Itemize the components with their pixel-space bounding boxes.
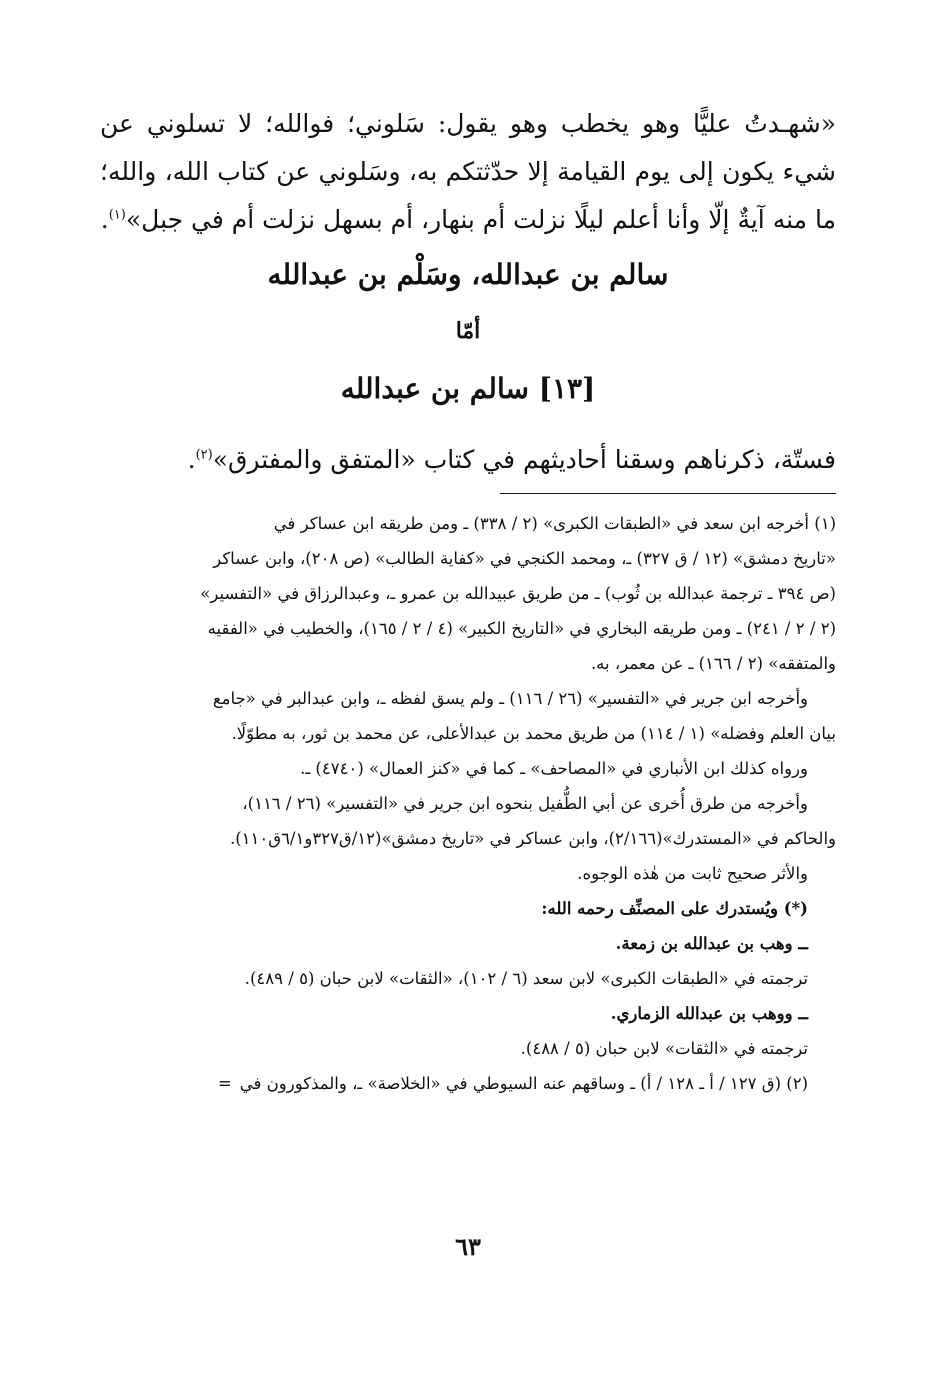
main-text	[100, 100, 836, 244]
body-text: فستّة، ذكرناهم وسقنا أحاديثهم في كتاب «المتفق والمفترق»	[212, 445, 836, 474]
footnote-ref-1: (١)	[108, 207, 126, 223]
addendum-item-note: ترجمته في «الثقات» لابن حبان (٥ / ٤٨٨).	[520, 1039, 808, 1058]
addendum-title: (*) ويُستدرك على المصنِّف رحمه الله:	[541, 899, 808, 918]
quote-paragraph	[100, 100, 836, 244]
continuation-mark: =	[217, 1074, 232, 1093]
footnote-ref-2: (٢)	[195, 447, 213, 463]
footnote-1-line: بيان العلم وفضله» (١ / ١١٤) من طريق محمد بن عبدالأعلى، عن محمد بن ثور، به مطوّلًا.	[231, 724, 836, 743]
footnote-divider	[500, 493, 836, 494]
body-paragraph	[100, 436, 836, 484]
footnote-1-line: والأثر صحيح ثابت من هٰذه الوجوه.	[577, 864, 808, 883]
footnotes	[100, 506, 836, 1101]
quote-period: .	[100, 205, 109, 234]
footnote-1-line: والحاكم في «المستدرك»(٢/١٦٦)، وابن عساكر في «تاريخ دمشق»(١٢/ق٣٢٧و٦/١ق١١٠).	[229, 829, 836, 848]
quote-text: «شهـدتُ عليًّا وهو يخطب وهو يقول: سَلوني؛ فوالله؛ لا تسلوني عن شيء يكون إلى يوم القيامة إلا حدّثتكم به، وسَلوني عن كتاب الله، والله؛ ما منه آيةٌ إلّا وأنا أعلم ليلًا نزلت أم بنهار، أم بسهل نزلت أم في جبل»	[100, 109, 836, 234]
footnote-1-line: ورواه كذلك ابن الأنباري في «المصاحف» ـ كما في «كنز العمال» (٤٧٤٠) ـ.	[300, 759, 808, 778]
footnote-1-line: (١) أخرجه ابن سعد في «الطبقات الكبرى» (٢ / ٣٣٨) ـ ومن طريقه ابن عساكر في	[273, 514, 836, 533]
footnote-1-line: والمتفقه» (٢ / ١٦٦) ـ عن معمر، به.	[590, 654, 836, 673]
footnote-2-line	[100, 1066, 836, 1101]
addendum-item: ــ وهب بن عبدالله بن زمعة.	[615, 934, 808, 953]
addendum-item: ــ ووهب بن عبدالله الزماري.	[610, 1004, 808, 1023]
sub-heading: أمّا	[455, 318, 481, 344]
section-heading: سالم بن عبدالله، وسَلْم بن عبدالله	[267, 258, 669, 291]
addendum-item-note: ترجمته في «الطبقات الكبرى» لابن سعد (٦ / ١٠٢)، «الثقات» لابن حبان (٥ / ٤٨٩).	[244, 969, 808, 988]
footnote-1-line: وأخرجه من طرق أُخرى عن أبي الطُّفيل بنحوه ابن جرير في «التفسير» (٢٦ / ١١٦)،	[242, 794, 808, 813]
page-number: ٦٣	[455, 1232, 481, 1261]
footnote-1-line: (٢ / ٢ / ٢٤١) ـ ومن طريقه البخاري في «التاريخ الكبير» (٤ / ٢ / ١٦٥)، والخطيب في «الفقيه	[207, 619, 836, 638]
footnote-2-text: (٢) (ق ١٢٧ / أ ـ ١٢٨ / أ) ـ وساقهم عنه السيوطي في «الخلاصة» ـ، والمذكورون في	[239, 1074, 808, 1093]
entry-heading: [١٣] سالم بن عبدالله	[340, 372, 596, 405]
body-period: .	[187, 445, 196, 474]
footnote-1-line: «تاريخ دمشق» (١٢ / ق ٣٢٧) ـ، ومحمد الكنجي في «كفاية الطالب» (ص ٢٠٨)، وابن عساكر	[213, 549, 836, 568]
footnote-1-line: (ص ٣٩٤ ـ ترجمة عبدالله بن ثُوب) ـ من طريق عبيدالله بن عمرو ـ، وعبدالرزاق في «التفسير»	[200, 584, 836, 603]
footnote-1-line: وأخرجه ابن جرير في «التفسير» (٢٦ / ١١٦) ـ ولم يسق لفظه ـ، وابن عبدالبر في «جامع	[212, 689, 808, 708]
